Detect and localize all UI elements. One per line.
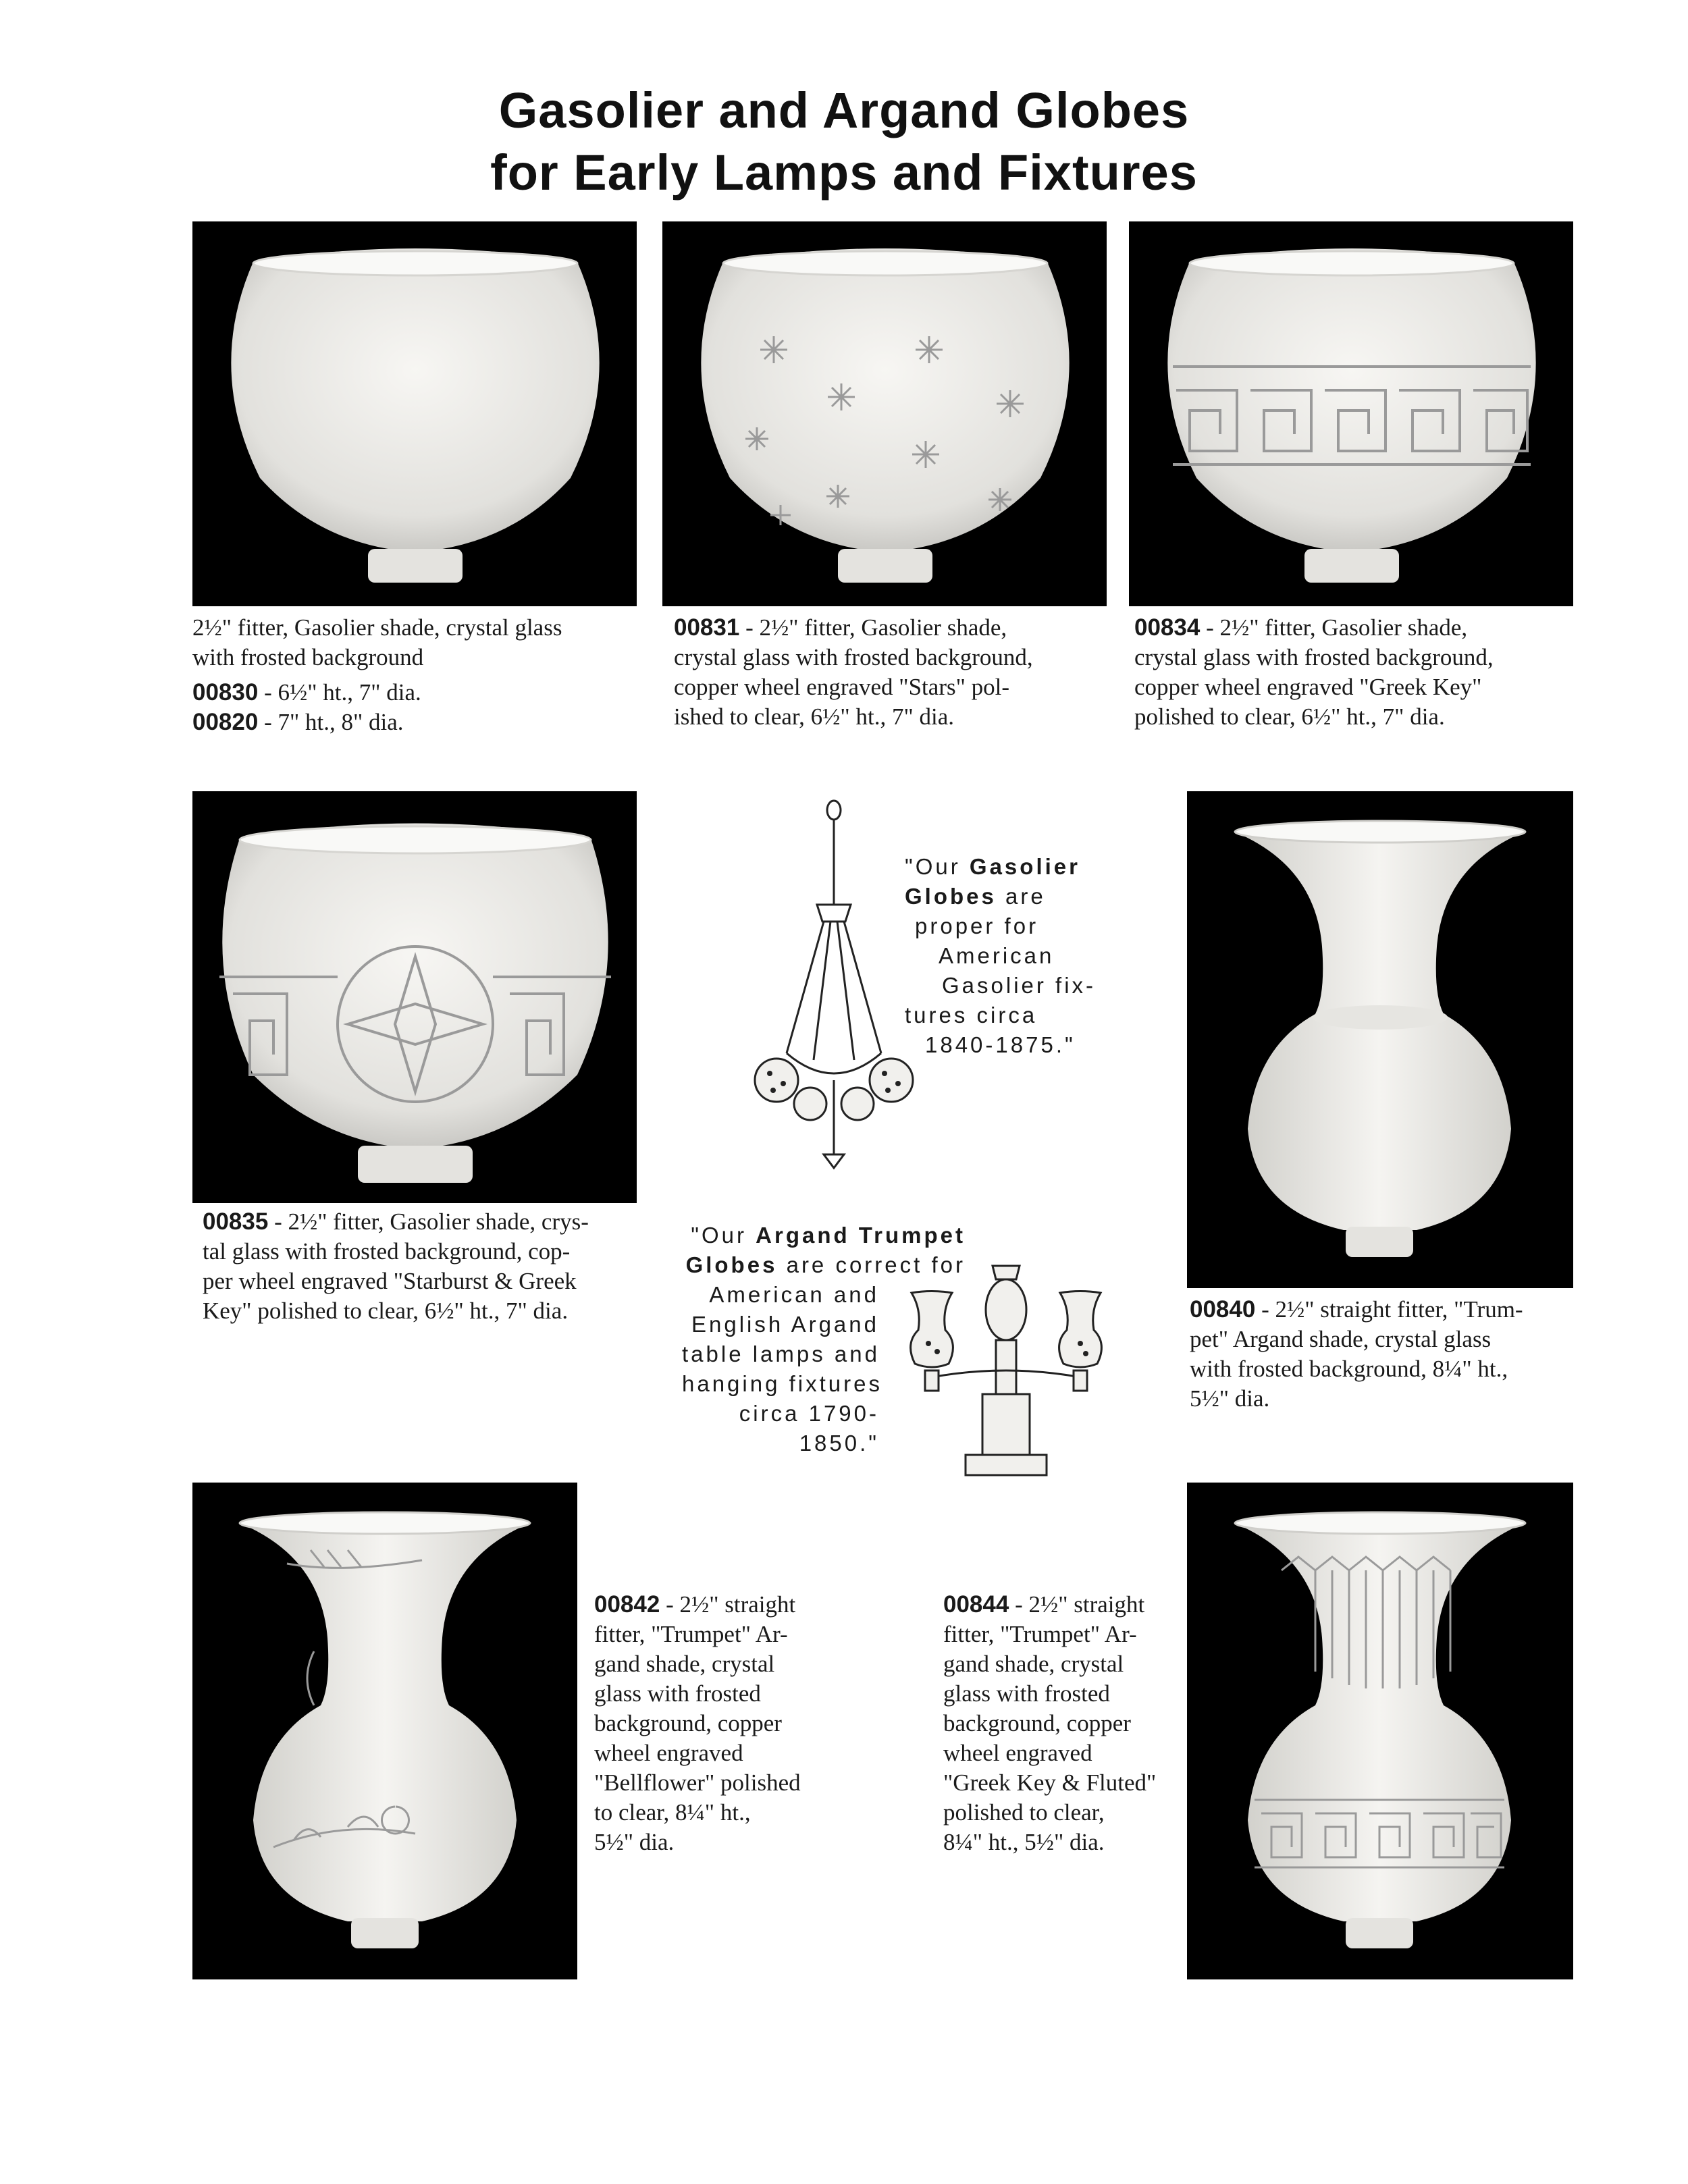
caption-line: copper wheel engraved "Greek Key" bbox=[1134, 674, 1482, 700]
caption-line: with frosted background bbox=[192, 644, 424, 670]
caption-line: glass with frosted bbox=[943, 1680, 1110, 1707]
product-code: 00820 bbox=[192, 709, 259, 735]
caption-line: wheel engraved bbox=[594, 1740, 743, 1766]
caption-plain-gasolier bbox=[192, 613, 638, 737]
quote-line: proper for bbox=[915, 913, 1039, 938]
quote-gasolier-globes bbox=[905, 852, 1134, 1060]
product-code: 00835 bbox=[203, 1208, 269, 1235]
argand-lamp-icon bbox=[885, 1262, 1128, 1485]
caption-line bbox=[943, 1590, 1213, 1620]
quote-bold: Globes bbox=[685, 1252, 778, 1277]
product-code: 00830 bbox=[192, 679, 259, 705]
quote-line bbox=[905, 852, 1134, 882]
caption-line: polished to clear, 6½" ht., 7" dia. bbox=[1134, 703, 1445, 730]
trumpet-globe-image bbox=[1187, 791, 1573, 1288]
quote-text: are bbox=[996, 884, 1046, 909]
caption-line: "Greek Key & Fluted" bbox=[943, 1769, 1157, 1796]
quote-line: circa 1790- bbox=[739, 1401, 879, 1426]
caption-starburst bbox=[203, 1207, 648, 1326]
bellflower-globe-image bbox=[192, 1483, 577, 1979]
caption-line: 2½" fitter, Gasolier shade, crystal glass bbox=[192, 614, 562, 641]
quote-line: tures circa bbox=[905, 1003, 1038, 1028]
caption-line: crystal glass with frosted background, bbox=[1134, 644, 1494, 670]
variant-detail: - 7" ht., 8" dia. bbox=[258, 709, 404, 735]
quote-line bbox=[905, 882, 1134, 911]
caption-line: glass with frosted bbox=[594, 1680, 761, 1707]
quote-text: are correct for bbox=[777, 1252, 966, 1277]
caption-line: gand shade, crystal bbox=[943, 1651, 1124, 1677]
title-line-2: for Early Lamps and Fixtures bbox=[490, 144, 1198, 201]
caption-line bbox=[674, 613, 1119, 643]
argand-lamp-illustration bbox=[885, 1262, 1128, 1485]
greek-key-fluted-globe-image bbox=[1187, 1483, 1573, 1979]
caption-line: gand shade, crystal bbox=[594, 1651, 775, 1677]
caption-line: 5½" dia. bbox=[594, 1829, 675, 1855]
caption-trumpet bbox=[1190, 1295, 1581, 1414]
quote-text: "Our bbox=[691, 1223, 756, 1248]
photo-plain-gasolier-globe bbox=[192, 221, 637, 606]
page-title bbox=[0, 80, 1688, 204]
caption-text: - 2½" fitter, Gasolier shade, bbox=[1200, 614, 1468, 641]
quote-line bbox=[682, 1221, 966, 1250]
quote-line: table lamps and bbox=[682, 1341, 880, 1366]
product-code: 00842 bbox=[594, 1591, 660, 1618]
quote-line: American bbox=[939, 943, 1055, 968]
photo-starburst-globe bbox=[192, 791, 637, 1203]
caption-line: ished to clear, 6½" ht., 7" dia. bbox=[674, 703, 954, 730]
title-line-1: Gasolier and Argand Globes bbox=[498, 82, 1190, 138]
caption-line: Key" polished to clear, 6½" ht., 7" dia. bbox=[203, 1298, 569, 1324]
stars-globe-image bbox=[662, 221, 1107, 606]
quote-bold: Globes bbox=[905, 884, 997, 909]
caption-line: with frosted background, 8¼" ht., bbox=[1190, 1356, 1508, 1382]
quote-line: 1850." bbox=[799, 1431, 879, 1456]
caption-line: fitter, "Trumpet" Ar- bbox=[594, 1621, 788, 1647]
photo-bellflower-globe bbox=[192, 1483, 577, 1979]
quote-line: 1840-1875." bbox=[925, 1032, 1076, 1057]
caption-line: copper wheel engraved "Stars" pol- bbox=[674, 674, 1010, 700]
photo-greek-key-globe bbox=[1129, 221, 1573, 606]
caption-line: 5½" dia. bbox=[1190, 1385, 1270, 1412]
product-code: 00831 bbox=[674, 614, 740, 641]
quote-line: hanging fixtures bbox=[682, 1371, 882, 1396]
caption-line: per wheel engraved "Starburst & Greek bbox=[203, 1268, 577, 1294]
caption-text: - 2½" fitter, Gasolier shade, crys- bbox=[268, 1208, 589, 1235]
caption-stars bbox=[674, 613, 1119, 732]
caption-line: tal glass with frosted background, cop- bbox=[203, 1238, 571, 1264]
variant-detail: - 6½" ht., 7" dia. bbox=[258, 679, 421, 705]
photo-stars-globe bbox=[662, 221, 1107, 606]
caption-line bbox=[1190, 1295, 1581, 1325]
caption-line: wheel engraved bbox=[943, 1740, 1092, 1766]
caption-line: background, copper bbox=[943, 1710, 1131, 1736]
caption-greek-key-fluted bbox=[943, 1590, 1213, 1857]
caption-line: "Bellflower" polished bbox=[594, 1769, 801, 1796]
photo-trumpet-globe bbox=[1187, 791, 1573, 1288]
starburst-globe-image bbox=[192, 791, 637, 1203]
caption-line bbox=[203, 1207, 648, 1237]
caption-line: 8¼" ht., 5½" dia. bbox=[943, 1829, 1105, 1855]
caption-line: polished to clear, bbox=[943, 1799, 1105, 1826]
quote-line: Gasolier fix- bbox=[942, 973, 1097, 998]
variant-00830 bbox=[192, 678, 638, 708]
variant-00820 bbox=[192, 708, 638, 737]
quote-bold: Argand Trumpet bbox=[756, 1223, 966, 1248]
caption-text: - 2½" straight bbox=[660, 1591, 796, 1618]
quote-line: American and bbox=[709, 1282, 879, 1307]
caption-line: fitter, "Trumpet" Ar- bbox=[943, 1621, 1137, 1647]
caption-text: - 2½" straight bbox=[1009, 1591, 1145, 1618]
caption-line: background, copper bbox=[594, 1710, 782, 1736]
product-code: 00840 bbox=[1190, 1296, 1256, 1323]
plain-globe-image bbox=[192, 221, 637, 606]
quote-text: "Our bbox=[905, 854, 970, 879]
caption-greek-key bbox=[1134, 613, 1580, 732]
caption-bellflower bbox=[594, 1590, 864, 1857]
quote-line: English Argand bbox=[691, 1312, 879, 1337]
caption-line: crystal glass with frosted background, bbox=[674, 644, 1033, 670]
caption-text: - 2½" straight fitter, "Trum- bbox=[1255, 1296, 1523, 1323]
greek-key-globe-image bbox=[1129, 221, 1573, 606]
caption-line: to clear, 8¼" ht., bbox=[594, 1799, 751, 1826]
photo-greek-key-fluted-globe bbox=[1187, 1483, 1573, 1979]
caption-line bbox=[1134, 613, 1580, 643]
product-code: 00844 bbox=[943, 1591, 1009, 1618]
caption-line bbox=[594, 1590, 864, 1620]
product-code: 00834 bbox=[1134, 614, 1201, 641]
quote-bold: Gasolier bbox=[969, 854, 1080, 879]
caption-text: - 2½" fitter, Gasolier shade, bbox=[739, 614, 1007, 641]
caption-line: pet" Argand shade, crystal glass bbox=[1190, 1326, 1492, 1352]
